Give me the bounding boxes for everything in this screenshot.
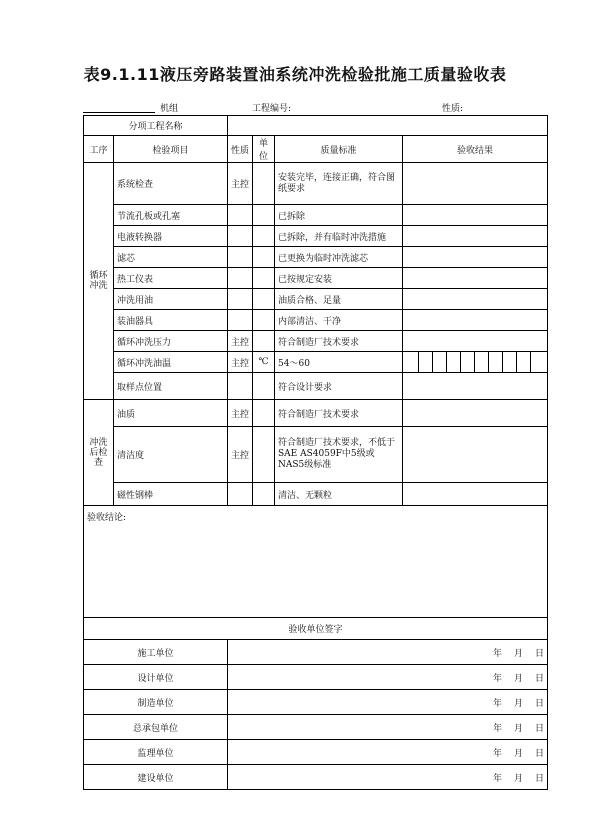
item-cell: 油质 [114,400,228,427]
nature-cell [228,373,253,400]
item-cell: 系统检查 [114,163,228,205]
item-cell: 热工仪表 [114,268,228,289]
column-header-row [84,136,548,163]
sign-field[interactable] [228,690,548,715]
col-nature: 性质 [228,136,253,163]
item-cell: 电液转换器 [114,226,228,247]
item-cell: 装油器具 [114,310,228,331]
item-cell: 磁性钢棒 [114,483,228,506]
result-cell[interactable] [403,373,548,400]
process-label: 冲洗后检查 [89,437,108,468]
result-cell[interactable] [403,427,548,483]
col-unit: 单位 [253,136,275,163]
col-standard: 质量标准 [275,136,403,163]
sign-field[interactable] [228,765,548,790]
standard-cell: 已拆除，并有临时冲洗措施 [275,226,403,247]
sign-field[interactable] [228,640,548,665]
day-label: 日 [535,698,545,709]
project-no-label: 工程编号: [252,104,292,114]
process-cell [84,400,114,506]
unit-cell [253,205,275,226]
conclusion-label: 验收结论: [87,513,127,523]
sign-row [84,640,548,665]
sign-unit-label: 制造单位 [84,690,228,715]
standard-cell: 内部清洁、干净 [275,310,403,331]
standard-cell: 符合制造厂技术要求 [275,400,403,427]
result-cell[interactable] [403,331,548,352]
nature-cell [228,289,253,310]
table-row [84,163,548,205]
unit-cell [253,483,275,506]
result-cell[interactable] [403,483,548,506]
process-label: 循环冲洗 [89,271,108,291]
sign-field[interactable] [228,665,548,690]
day-label: 日 [535,648,545,659]
sign-unit-label: 建设单位 [84,765,228,790]
standard-cell: 符合制造厂技术要求，不低于SAE AS4059F中5级或NAS5级标准 [275,427,403,483]
sub-project-label: 分项工程名称 [84,116,228,136]
sign-row [84,690,548,715]
result-cell[interactable] [403,247,548,268]
nature-cell [228,483,253,506]
standard-cell: 清洁、无颗粒 [275,483,403,506]
day-label: 日 [535,673,545,684]
sign-row [84,665,548,690]
sign-unit-label: 施工单位 [84,640,228,665]
sub-project-value[interactable] [228,116,548,136]
conclusion-cell[interactable] [84,506,548,618]
sign-row [84,715,548,740]
unit-cell [253,400,275,427]
unit-cell [253,226,275,247]
table-row [84,352,548,373]
standard-cell: 油质合格、足量 [275,289,403,310]
year-label: 年 [492,648,502,659]
standard-cell: 已按规定安装 [275,268,403,289]
year-label: 年 [492,673,502,684]
table-row [84,373,548,400]
temperature-record-cells[interactable] [403,352,548,373]
unit-cell [253,163,275,205]
result-cell[interactable] [403,400,548,427]
acceptance-table [83,115,548,790]
day-label: 日 [535,773,545,784]
sign-unit-label: 总承包单位 [84,715,228,740]
year-label: 年 [492,723,502,734]
table-row [84,247,548,268]
nature-cell [228,268,253,289]
unit-cell [253,373,275,400]
table-row [84,268,548,289]
nature-cell: 主控 [228,331,253,352]
result-cell[interactable] [403,226,548,247]
month-label: 月 [513,698,523,709]
year-label: 年 [492,748,502,759]
nature-cell [228,205,253,226]
sign-header: 验收单位签字 [84,618,548,640]
table-row [84,226,548,247]
sign-row [84,740,548,765]
result-cell[interactable] [403,289,548,310]
sign-unit-label: 监理单位 [84,740,228,765]
standard-cell: 符合设计要求 [275,373,403,400]
standard-cell: 已拆除 [275,205,403,226]
item-cell: 清洁度 [114,427,228,483]
month-label: 月 [513,748,523,759]
unit-cell [253,268,275,289]
table-row [84,483,548,506]
page-title: 表9.1.11液压旁路装置油系统冲洗检验批施工质量验收表 [83,65,507,84]
unit-underline [83,112,155,113]
table-row [84,331,548,352]
nature-cell: 主控 [228,427,253,483]
unit-label: 机组 [160,104,179,114]
item-cell: 循环冲洗压力 [114,331,228,352]
unit-cell [253,247,275,268]
nature-label: 性质: [442,104,464,114]
item-cell: 滤芯 [114,247,228,268]
col-item: 检验项目 [114,136,228,163]
item-cell: 循环冲洗油温 [114,352,228,373]
unit-cell: ℃ [253,352,275,373]
unit-cell [253,310,275,331]
sign-header-row [84,618,548,640]
month-label: 月 [513,773,523,784]
item-cell: 节流孔板或孔塞 [114,205,228,226]
table-row [84,205,548,226]
standard-cell: 54～60 [275,352,403,373]
month-label: 月 [513,723,523,734]
result-cell[interactable] [403,310,548,331]
col-result: 验收结果 [403,136,548,163]
table-row [84,427,548,483]
nature-cell [228,247,253,268]
col-process: 工序 [84,136,114,163]
conclusion-row [84,506,548,618]
sub-project-row [84,116,548,136]
month-label: 月 [513,648,523,659]
year-label: 年 [492,698,502,709]
nature-cell [228,310,253,331]
day-label: 日 [535,723,545,734]
unit-cell [253,331,275,352]
nature-cell: 主控 [228,163,253,205]
month-label: 月 [513,673,523,684]
sign-field[interactable] [228,740,548,765]
process-cell [84,163,114,400]
item-cell: 取样点位置 [114,373,228,400]
unit-cell [253,427,275,483]
result-cell[interactable] [403,205,548,226]
result-cell[interactable] [403,163,548,205]
nature-cell: 主控 [228,352,253,373]
table-row [84,400,548,427]
sign-field[interactable] [228,715,548,740]
nature-cell [228,226,253,247]
day-label: 日 [535,748,545,759]
unit-cell [253,289,275,310]
standard-cell: 已更换为临时冲洗滤芯 [275,247,403,268]
sign-row [84,765,548,790]
year-label: 年 [492,773,502,784]
standard-cell: 符合制造厂技术要求 [275,331,403,352]
table-row [84,289,548,310]
nature-cell: 主控 [228,400,253,427]
result-cell[interactable] [403,268,548,289]
item-cell: 冲洗用油 [114,289,228,310]
table-row [84,310,548,331]
sign-unit-label: 设计单位 [84,665,228,690]
standard-cell: 安装完毕，连接正确，符合图纸要求 [275,163,403,205]
